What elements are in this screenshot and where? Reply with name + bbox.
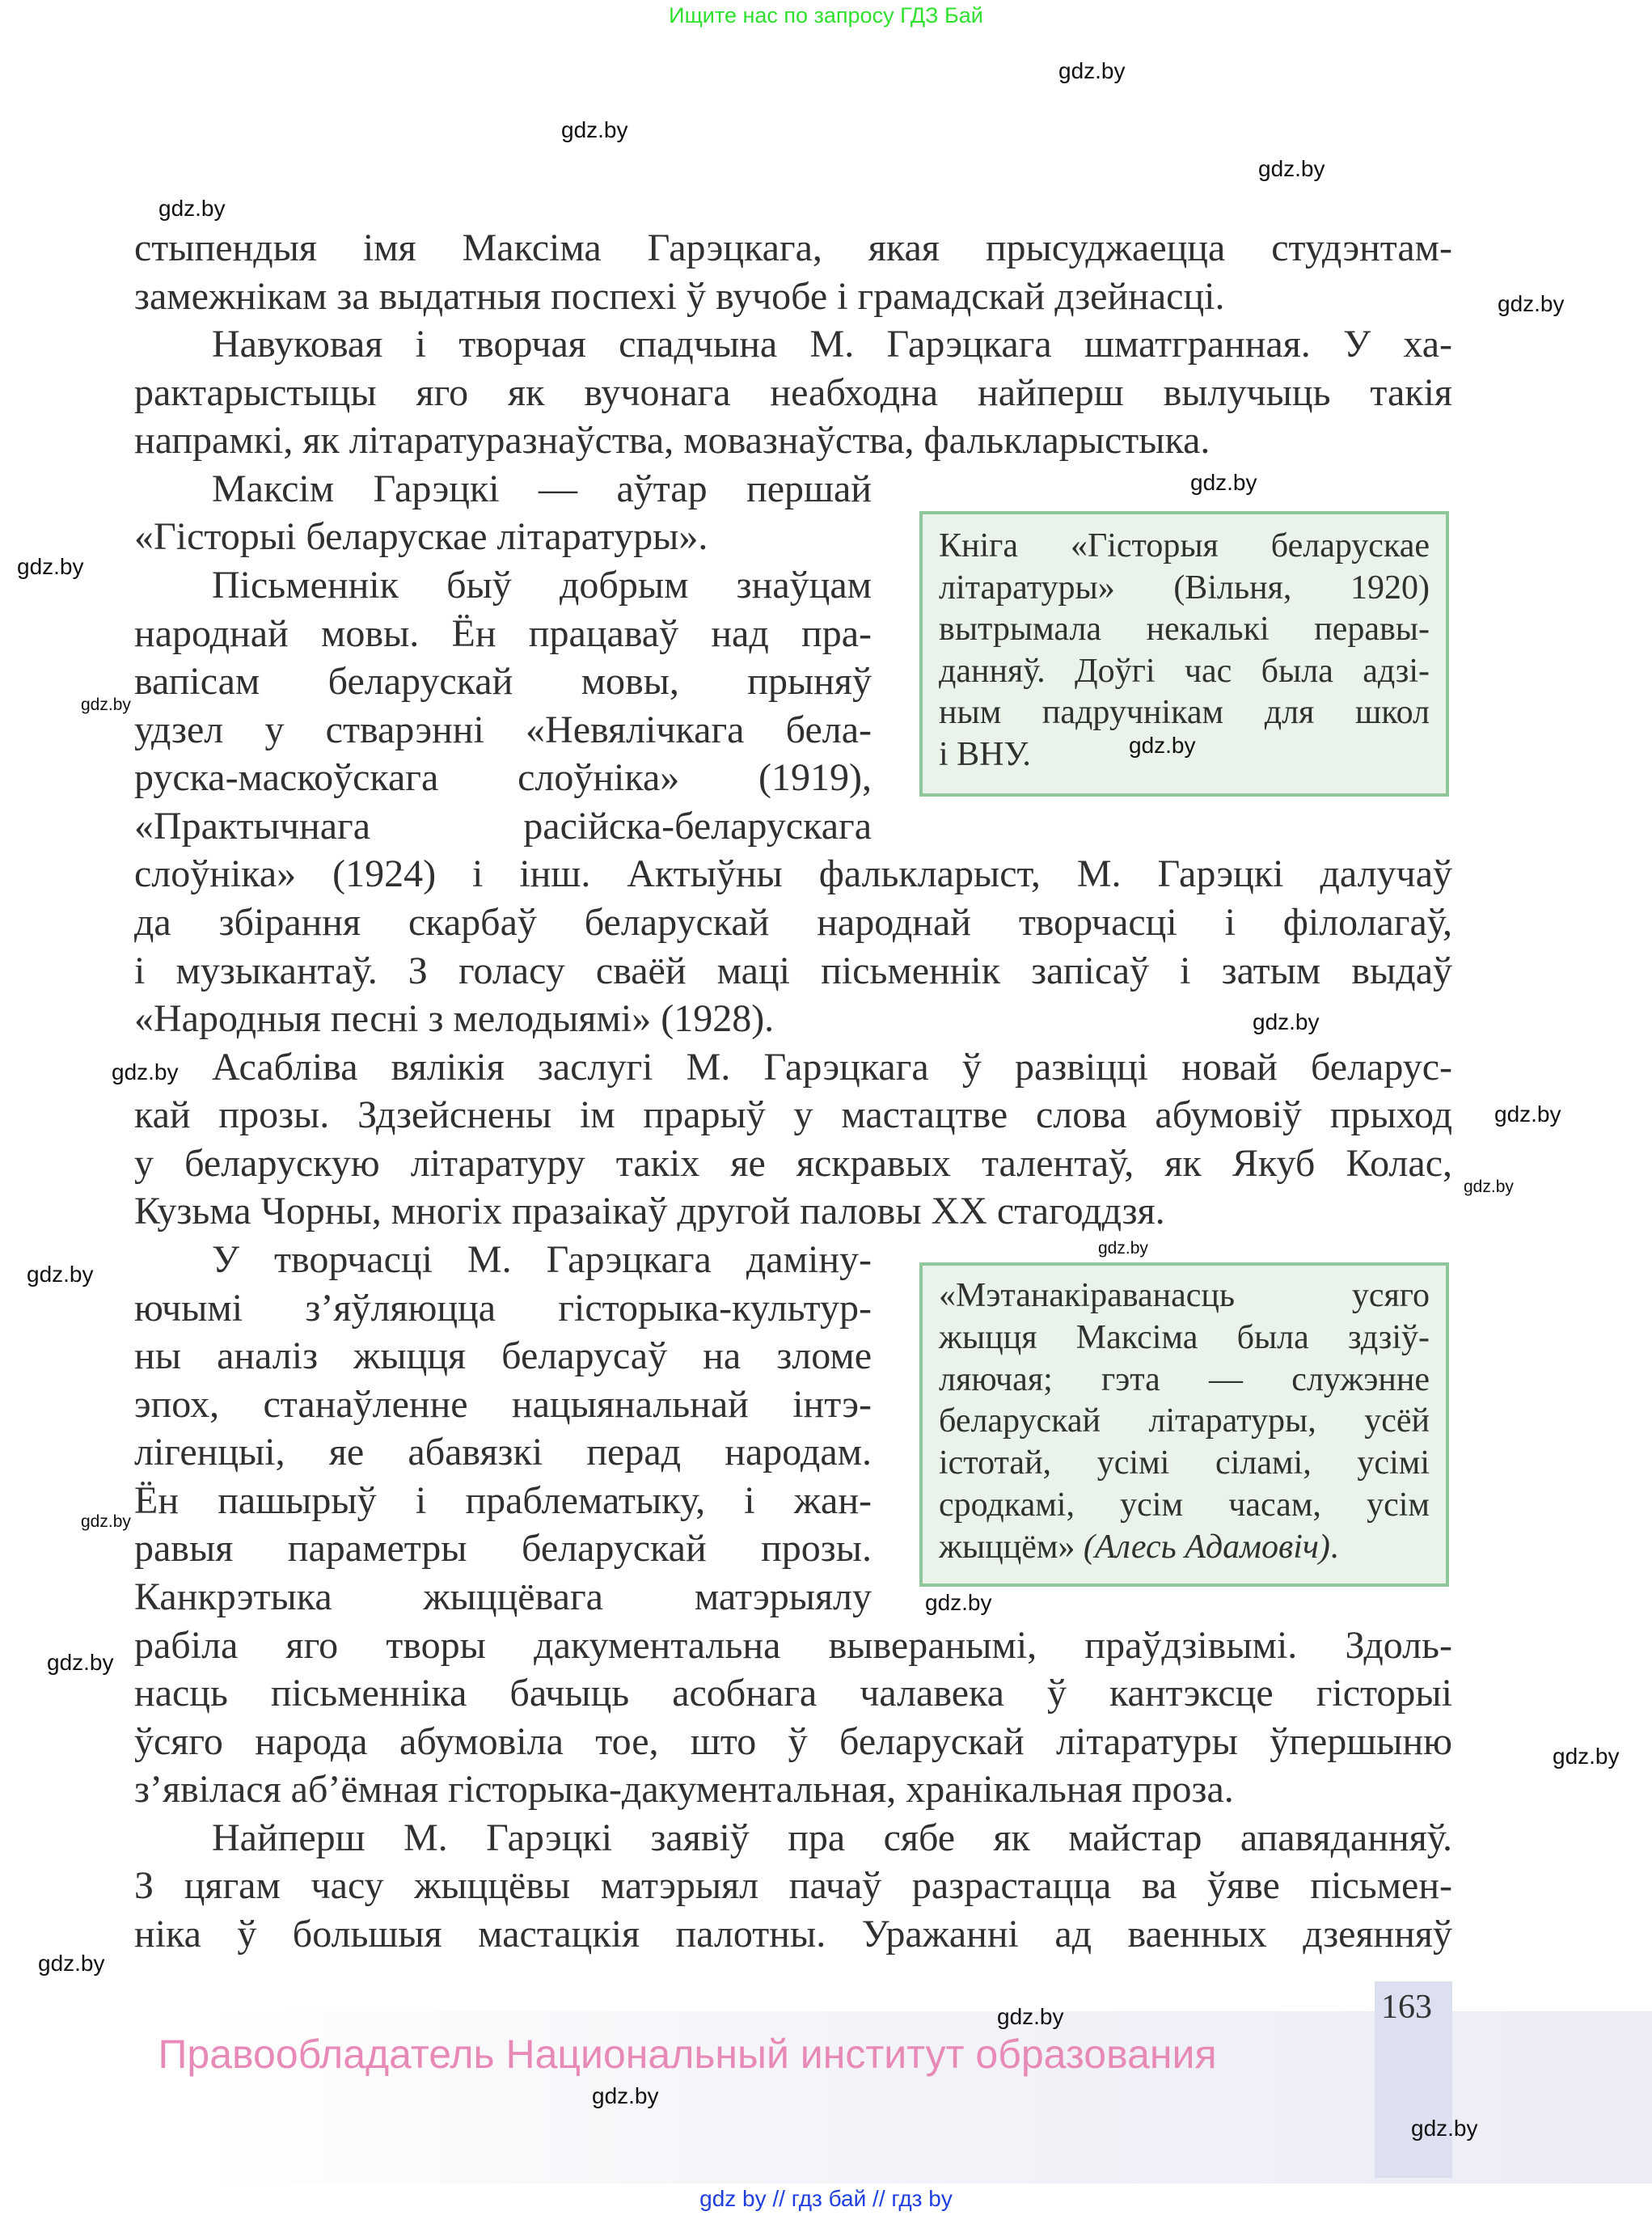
watermark: gdz.by (1129, 733, 1196, 758)
watermark: gdz.by (1494, 1101, 1561, 1127)
quote-author: (Алесь Адамовіч) (1083, 1528, 1330, 1566)
watermark: gdz.by (38, 1951, 105, 1976)
quote-end: . (1329, 1528, 1339, 1566)
text-line: замежнікам за выдатныя поспехі ў вучобе і грамадскай дзейнасці. (134, 274, 1225, 318)
box-text-line: і ВНУ. (939, 735, 1031, 773)
text-line: Асабліва вялікія заслугі М. Гарэцкага ў развіцці новай беларус- (212, 1045, 1452, 1089)
text-line: ны аналіз жыцця беларусаў на зломе (134, 1334, 872, 1378)
text-line: Пісьменнік быў добрым знаўцам (212, 563, 872, 607)
quote-text-line: беларускай літаратуры, усёй (939, 1402, 1430, 1440)
text-line: лігенцыі, яе абавязкі перад народам. (134, 1431, 872, 1474)
watermark: gdz.by (112, 1059, 179, 1085)
watermark: gdz.by (1058, 58, 1126, 83)
text-line: Навуковая і творчая спадчына М. Гарэцкага шматгранная. У ха- (212, 323, 1452, 366)
quote-text-line: «Мэтанакіраванасць усяго (939, 1277, 1430, 1314)
watermark: gdz.by (1098, 1239, 1148, 1258)
text-line: Найперш М. Гарэцкі заявіў пра сябе як майстар апавяданняў. (212, 1816, 1452, 1859)
text-line: рабіла яго творы дакументальна выверанымі, праўдзівымі. Здоль- (134, 1623, 1452, 1667)
watermark: gdz.by (17, 554, 84, 579)
text-line: Ён пашырыў і праблематыку, і жан- (134, 1478, 872, 1522)
text-line: кай прозы. Здзейснены ім прарыў у мастацтве слова абумовіў прыход (134, 1093, 1452, 1137)
text-line: насць пісьменніка бачыць асобнага чалавека ў кантэксце гісторыі (134, 1672, 1452, 1715)
watermark: gdz.by (81, 696, 131, 714)
text-line: З цягам часу жыццёвы матэрыял пачаў разрастацца ва ўяве пісьмен- (134, 1864, 1452, 1908)
watermark: gdz.by (1411, 2116, 1478, 2141)
quote-text-line: ляючая; гэта — служэнне (939, 1360, 1430, 1398)
text-line: Кузьма Чорны, многіх празаікаў другой паловы XX стагоддзя. (134, 1190, 1165, 1233)
quote-text-line: сродкамі, усім часам, усім (939, 1486, 1430, 1524)
copyright-notice: Правообладатель Национальный институт образования (158, 2032, 1217, 2077)
box-text-line: данняў. Доўгі час была адзі- (939, 652, 1430, 690)
box-text-line: вытрымала некалькі перавы- (939, 611, 1430, 648)
watermark: gdz.by (592, 2083, 659, 2108)
watermark: gdz.by (81, 1512, 131, 1531)
search-hint-banner: Ищите нас по запросу ГДЗ Бай (669, 3, 983, 27)
text-line: руска-маскоўскага слоўніка» (1919), (134, 756, 872, 800)
text-line: Максім Гарэцкі — аўтар першай (212, 467, 872, 510)
watermark: gdz.by (1253, 1009, 1320, 1034)
text-line: стыпендыя імя Максіма Гарэцкага, якая прысуджаецца студэнтам- (134, 226, 1452, 269)
quote-text-line: істотай, усімі сіламі, усімі (939, 1444, 1430, 1482)
watermark: gdz.by (925, 1590, 992, 1615)
text-line: з’явілася аб’ёмная гісторыка-дакументальная, хранікальная проза. (134, 1768, 1234, 1812)
text-line: «Гісторыі беларускае літаратуры». (134, 515, 708, 559)
watermark: gdz.by (561, 117, 628, 142)
text-line: ўсяго народа абумовіла тое, што ў беларускай літаратуры ўпершыню (134, 1719, 1452, 1763)
text-line: вапісам беларускай мовы, прыняў (134, 660, 872, 704)
watermark: gdz.by (1553, 1744, 1620, 1769)
watermark: gdz.by (1464, 1178, 1514, 1196)
text-line: удзел у стварэнні «Невялічкага бела- (134, 708, 872, 751)
text-line: у беларускую літаратуру такіх яе яскравых талентаў, як Якуб Колас, (134, 1141, 1452, 1185)
page-number: 163 (1381, 1989, 1432, 2026)
quote-text: жыццём» (939, 1528, 1084, 1566)
watermark: gdz.by (47, 1650, 114, 1675)
watermark: gdz.by (27, 1262, 94, 1287)
quote-last-line (939, 1527, 1338, 1567)
box-text-line: Кніга «Гісторыя беларускае (939, 527, 1430, 564)
bottom-links[interactable]: gdz by // гдз бай // гдз by (699, 2186, 953, 2211)
text-line: равыя параметры беларускай прозы. (134, 1527, 872, 1571)
text-line: рактарыстыцы яго як вучонага неабходна найперш вылучыць такія (134, 370, 1452, 414)
text-line: і музыкантаў. З голасу сваёй маці пісьменнік запісаў і затым выдаў (134, 949, 1452, 992)
sidebox-quote (919, 1262, 1449, 1587)
watermark: gdz.by (997, 2004, 1064, 2029)
text-line: слоўніка» (1924) і інш. Актыўны фалькларыст, М. Гарэцкі далучаў (134, 852, 1452, 896)
text-line: «Народныя песні з мелодыямі» (1928). (134, 997, 775, 1041)
text-line: эпох, станаўленне нацыянальнай інтэ- (134, 1382, 872, 1426)
watermark: gdz.by (1258, 156, 1325, 181)
text-line: Канкрэтыка жыццёвага матэрыялу (134, 1575, 872, 1618)
box-text-line: ным падручнікам для школ (939, 694, 1430, 731)
watermark: gdz.by (1498, 291, 1565, 316)
text-line: У творчасці М. Гарэцкага даміну- (212, 1237, 872, 1281)
watermark: gdz.by (1190, 470, 1257, 495)
watermark: gdz.by (158, 196, 226, 221)
box-text-line: літаратуры» (Вільня, 1920) (939, 569, 1430, 607)
text-line: ючымі з’яўляюцца гісторыка-культур- (134, 1286, 872, 1330)
text-line: напрамкі, як літаратуразнаўства, мовазнаўства, фалькларыстыка. (134, 419, 1210, 463)
text-line: ніка ў большыя мастацкія палотны. Уражанні ад ваенных дзеянняў (134, 1912, 1452, 1956)
text-line: «Практычнага расійска-беларускага (134, 804, 872, 848)
text-line: да збірання скарбаў беларускай народнай творчасці і філолагаў, (134, 900, 1452, 944)
text-line: народнай мовы. Ён працаваў над пра- (134, 611, 872, 655)
quote-text-line: жыцця Максіма была здзіў- (939, 1318, 1430, 1356)
